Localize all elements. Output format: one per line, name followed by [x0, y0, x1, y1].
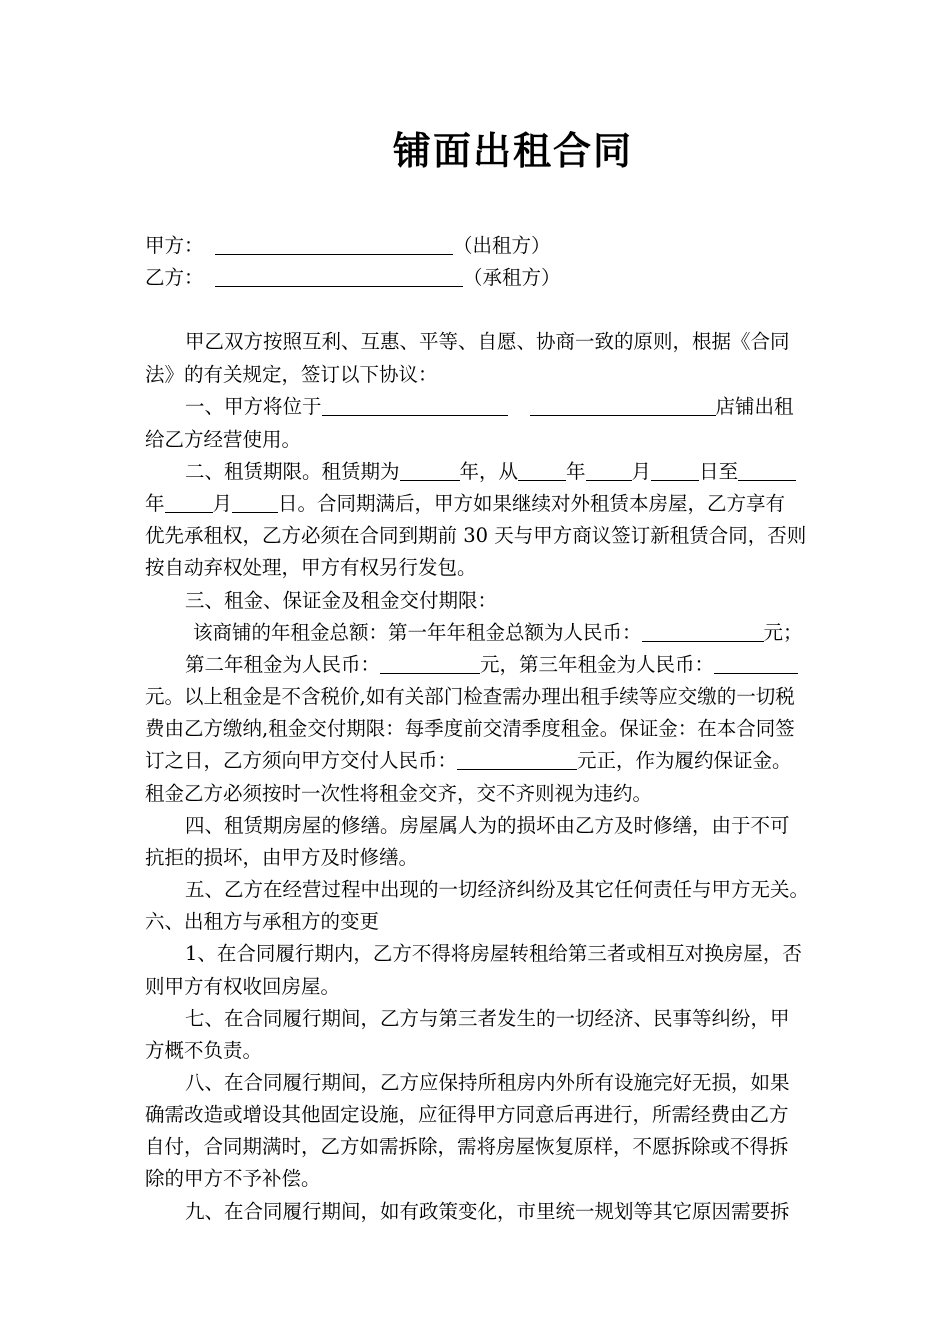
location-blank-2[interactable]	[530, 395, 716, 416]
body-line: 方概不负责。	[145, 1039, 263, 1062]
second-year-rent-blank[interactable]	[380, 653, 480, 674]
body-line: 租金乙方必须按时一次性将租金交齐，交不齐则视为违约。	[145, 782, 653, 805]
lease-text: 日至	[699, 460, 739, 483]
party-a-blank[interactable]	[215, 234, 453, 255]
party-b-role: （承租方）	[463, 266, 561, 289]
third-year-rent-blank[interactable]	[714, 653, 798, 674]
body-line: 费由乙方缴纳,租金交付期限：每季度前交清季度租金。保证金：在本合同签	[145, 717, 795, 740]
body-line: 除的甲方不予补偿。	[145, 1167, 321, 1190]
body-line: 元。以上租金是不含税价,如有关部门检查需办理出租手续等应交缴的一切税	[145, 685, 795, 708]
lease-text: 月	[212, 492, 233, 515]
party-a-role: （出租方）	[453, 234, 551, 257]
party-a-line	[145, 234, 551, 258]
start-year-blank[interactable]	[518, 460, 566, 481]
clause-1-text: 一、甲方将位于	[185, 395, 322, 418]
body-line: 则甲方有权收回房屋。	[145, 975, 341, 998]
clause-1-line	[185, 395, 794, 419]
years-blank[interactable]	[400, 460, 460, 481]
body-line: 优先承租权，乙方必须在合同到期前 30 天与甲方商议签订新租赁合同，否则	[145, 524, 807, 547]
body-line: 确需改造或增设其他固定设施，应征得甲方同意后再进行，所需经费由乙方	[145, 1103, 789, 1126]
lease-term-line-2	[145, 492, 785, 516]
deposit-line	[145, 749, 792, 773]
deposit-text: 元正，作为履约保证金。	[577, 749, 792, 772]
rent-text: 该商铺的年租金总额：第一年年租金总额为人民币：	[193, 621, 642, 644]
first-year-rent-blank[interactable]	[642, 621, 764, 642]
body-line: 三、租金、保证金及租金交付期限：	[185, 589, 498, 612]
party-b-blank[interactable]	[215, 266, 463, 287]
lease-text: 日。合同期满后，甲方如果继续对外租赁本房屋，乙方享有	[278, 492, 786, 515]
party-b-label: 乙方：	[145, 266, 204, 289]
lease-text: 年，从	[459, 460, 519, 483]
body-line: 自付，合同期满时，乙方如需拆除，需将房屋恢复原样，不愿拆除或不得拆	[145, 1135, 789, 1158]
body-line: 九、在合同履行期间，如有政策变化，市里统一规划等其它原因需要拆	[185, 1200, 790, 1223]
lease-term-text: 二、租赁期限。租赁期为	[185, 460, 400, 483]
party-a-label: 甲方：	[145, 234, 204, 257]
lease-text: 年	[566, 460, 586, 483]
lease-text: 年	[145, 492, 165, 515]
lease-term-line	[185, 460, 796, 484]
body-line: 甲乙双方按照互利、互惠、平等、自愿、协商一致的原则，根据《合同	[185, 330, 790, 353]
start-month-blank[interactable]	[586, 460, 632, 481]
rent-line-2	[185, 653, 798, 677]
party-b-line	[145, 266, 561, 290]
body-line: 八、在合同履行期间，乙方应保持所租房内外所有设施完好无损，如果	[185, 1071, 790, 1094]
body-line: 六、出租方与承租方的变更	[145, 910, 380, 933]
body-line: 1、在合同履行期内，乙方不得将房屋转租给第三者或相互对换房屋，否	[185, 942, 802, 965]
document-title: 铺面出租合同	[392, 128, 633, 173]
body-line: 法》的有关规定，签订以下协议：	[145, 363, 438, 386]
end-year-blank[interactable]	[738, 460, 796, 481]
rent-line-1	[193, 621, 803, 645]
body-line: 抗拒的损坏，由甲方及时修缮。	[145, 846, 419, 869]
end-day-blank[interactable]	[232, 492, 278, 513]
deposit-text: 订之日，乙方须向甲方交付人民币：	[145, 749, 458, 772]
body-line: 五、乙方在经营过程中出现的一切经济纠纷及其它任何责任与甲方无关。	[185, 878, 810, 901]
start-day-blank[interactable]	[651, 460, 699, 481]
end-month-blank[interactable]	[165, 492, 213, 513]
body-line: 四、租赁期房屋的修缮。房屋属人为的损坏由乙方及时修缮，由于不可	[185, 814, 790, 837]
rent-text: 第二年租金为人民币：	[185, 653, 381, 676]
body-line: 按自动弃权处理，甲方有权另行发包。	[145, 556, 477, 579]
lease-text: 月	[631, 460, 652, 483]
body-line: 七、在合同履行期间，乙方与第三者发生的一切经济、民事等纠纷，甲	[185, 1007, 790, 1030]
deposit-blank[interactable]	[457, 749, 577, 770]
rent-text: 元；	[763, 621, 803, 644]
rent-text: 元，第三年租金为人民币：	[480, 653, 715, 676]
location-blank-1[interactable]	[322, 395, 508, 416]
clause-1-tail: 店铺出租	[715, 395, 794, 418]
body-line: 给乙方经营使用。	[145, 428, 302, 451]
